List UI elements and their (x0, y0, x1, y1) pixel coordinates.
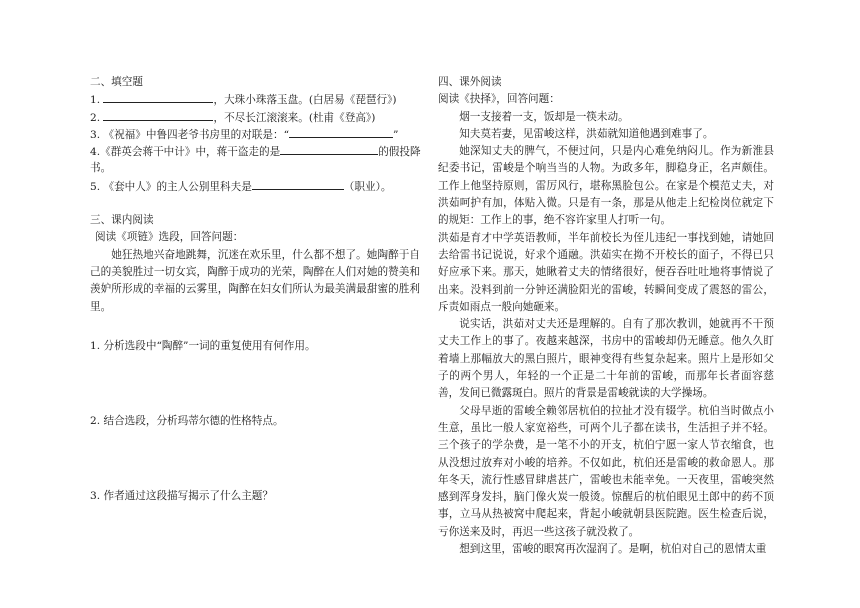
fill-item-5: 5. 《套中人》的主人公别里科夫是 （职业）。 (90, 178, 420, 195)
reading-passage: 她狂热地兴奋地跳舞，沉迷在欢乐里，什么都不想了。她陶醉于自己的美貌胜过一切女宾，陶醉于成功的光荣，陶醉在人们对她的赞美和羡妒所形成的幸福的云雾里，陶醉在妇女们所认为最美满最甜蜜的胜利里。 (90, 248, 420, 313)
fill-item-2: 2. ，不尽长江滚滚来。(杜甫《登高》) (90, 109, 420, 126)
left-column (90, 74, 420, 506)
story-paragraph: 烟一支接着一支，饭却是一筷未动。 (459, 110, 629, 123)
fill-blank-2[interactable] (103, 109, 213, 121)
extra-reading-intro: 阅读《抉择》，回答问题： (438, 93, 560, 106)
question-2: 2. 结合选段，分析玛蒂尔德的性格特点。 (90, 415, 284, 428)
section-title-extra-reading: 四、课外阅读 (438, 76, 502, 88)
fill-blank-4[interactable] (280, 143, 378, 155)
fill-blank-5[interactable] (252, 178, 344, 190)
right-column (438, 74, 774, 558)
section-title-inclass: 三、课内阅读 (90, 214, 154, 227)
story-paragraph: 父母早逝的雷峻全赖邻居杭伯的拉扯才没有辍学。杭伯当时做点小生意，虽比一般人家宽裕些，可两个儿子都在读书，生活担子并不轻。三个孩子的学杂费，是一笔不小的开支，杭伯宁愿一家人节衣缩食，也从没想过放弃对小峻的培养。不仅如此，杭伯还是雷峻的救命恩人。那年冬天，流行性感冒肆虐甚广，雷峻也未能幸免。一天夜里，雷峻突然感到浑身发抖，脑门像火炭一般烫。惊醒后的杭伯眼见土郎中的药不顶事，立马从热被窝中爬起来，背起小峻就朝县医院跑。医生检查后说，亏你送来及时，再迟一些这孩子就没救了。 (438, 404, 774, 538)
story-paragraph: 洪茹是育才中学英语教师，半年前校长为侄儿违纪一事找到她，请她回去给雷书记说说，好求个通融。洪茹实在拗不开校长的面子，不得已只好应承下来。那天，她瞅着丈夫的情绪很好，便吞吞吐吐地将事情说了出来。没料到前一分钟还满脸阳光的雷峻，转瞬间变成了震怒的雷公，斥责如雨点一般向她砸来。 (438, 231, 774, 313)
question-3: 3. 作者通过这段描写揭示了什么主题？ (90, 490, 273, 503)
fill-item-4-cont: 书。 (90, 162, 112, 175)
answer-space-1[interactable] (90, 355, 420, 413)
section-title-fill: 二、填空题 (90, 76, 143, 88)
story-paragraph: 知夫莫若妻，见雷峻这样，洪茹就知道他遇到难事了。 (459, 127, 714, 140)
reading-intro: 阅读《项链》选段，回答问题： (95, 231, 244, 244)
fill-item-1: 1. ，大珠小珠落玉盘。(白居易《琵琶行》) (90, 91, 420, 108)
answer-space-2[interactable] (90, 430, 420, 488)
question-1: 1. 分析选段中“陶醉”一词的重复使用有何作用。 (90, 339, 316, 352)
fill-blank-1[interactable] (103, 91, 213, 103)
story-paragraph: 想到这里，雷峻的眼窝再次湿润了。是啊，杭伯对自己的恩情太重 (459, 543, 767, 556)
fill-blank-3[interactable] (289, 126, 393, 138)
fill-item-3: 3. 《祝福》中鲁四老爷书房里的对联是：“ ” (90, 126, 420, 143)
story-paragraph: 说实话，洪茹对丈夫还是理解的。自有了那次教训，她就再不干预丈夫工作上的事了。夜越来越深，书房中的雷峻却仍无睡意。他久久盯着墙上那幅放大的黑白照片，眼神变得有些复杂起来。照片上是形如父子的两个男人，年轻的一个正是二十年前的雷峻，而那年长者面容慈善，发间已微露斑白。照片的背景是雷峻就读的大学操场。 (438, 318, 774, 400)
fill-item-4: 4.《群英会蒋干中计》中，蒋干盗走的是 的假投降 (90, 143, 420, 160)
story-paragraph: 她深知丈夫的脾气，不便过问，只是内心难免纳闷儿。作为新淮县纪委书记，雷峻是个响当当的人物。为政多年，脚稳身正，名声颇佳。工作上他坚持原则，雷厉风行，堪称黑脸包公。在家是个模范丈夫，对洪茹呵护有加，体贴入微。只是有一条，那是从他走上纪检岗位就定下的规矩：工作上的事，绝不容许家里人打听一句。 (438, 145, 774, 227)
